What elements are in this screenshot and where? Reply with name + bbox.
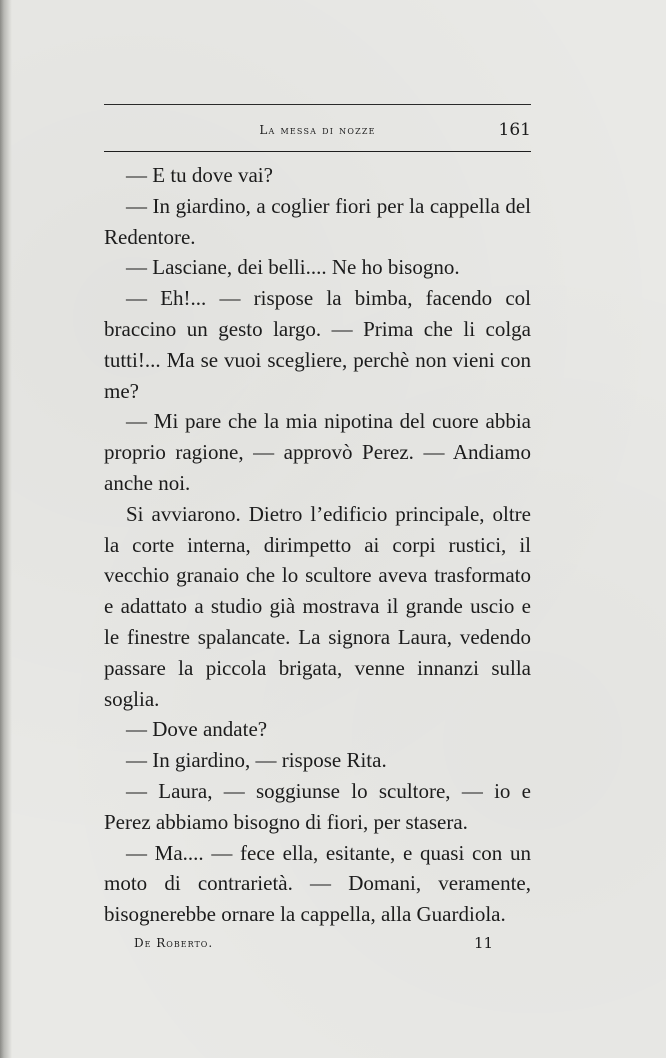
paragraph: — In giardino, — rispose Rita. <box>126 748 387 773</box>
paragraph: — E tu dove vai? <box>126 163 273 187</box>
page-number: 161 <box>498 120 531 140</box>
paragraph: — Eh!... — rispose la bimba, facendo col braccino un gesto largo. — Prima che li colga tutti!... Ma se vuoi scegliere, perchè non vieni con me? <box>104 286 531 403</box>
running-header <box>104 120 531 144</box>
paragraph: Si avviarono. Dietro l’edificio principale, oltre la corte interna, dirimpetto ai corpi rustici, il vecchio granaio che lo scultore aveva trasformato e adattato a studio già mostrava il grande uscio e le finestre spalancate. La signora Laura, vedendo passare la piccola brigata, venne innanzi sulla soglia. <box>104 501 531 711</box>
header-rule-bottom <box>104 151 531 152</box>
paragraph: — Ma.... — fece ella, esitante, e quasi con un moto di contrarietà. — Domani, veramente, bisognerebbe ornare la cappella, alla Guardiola. <box>104 840 531 927</box>
signature-mark: De Roberto. <box>134 936 214 950</box>
header-rule-top <box>104 104 531 105</box>
signature-number: 11 <box>474 934 494 952</box>
running-title: La messa di nozze <box>259 123 376 137</box>
page-footer <box>104 934 531 958</box>
paragraph: — Mi pare che la mia nipotina del cuore abbia proprio ragione, — approvò Perez. — Andiamo anche noi. <box>104 409 531 495</box>
body-text <box>104 160 531 930</box>
paragraph: — Lasciane, dei belli.... Ne ho bisogno. <box>126 255 460 280</box>
paragraph: — Laura, — soggiunse lo scultore, — io e Perez abbiamo bisogno di fiori, per stasera. <box>104 778 531 834</box>
paragraph: — Dove andate? <box>126 717 268 742</box>
paragraph: — In giardino, a coglier fiori per la cappella del Redentore. <box>104 193 531 249</box>
binding-edge <box>0 0 12 1058</box>
